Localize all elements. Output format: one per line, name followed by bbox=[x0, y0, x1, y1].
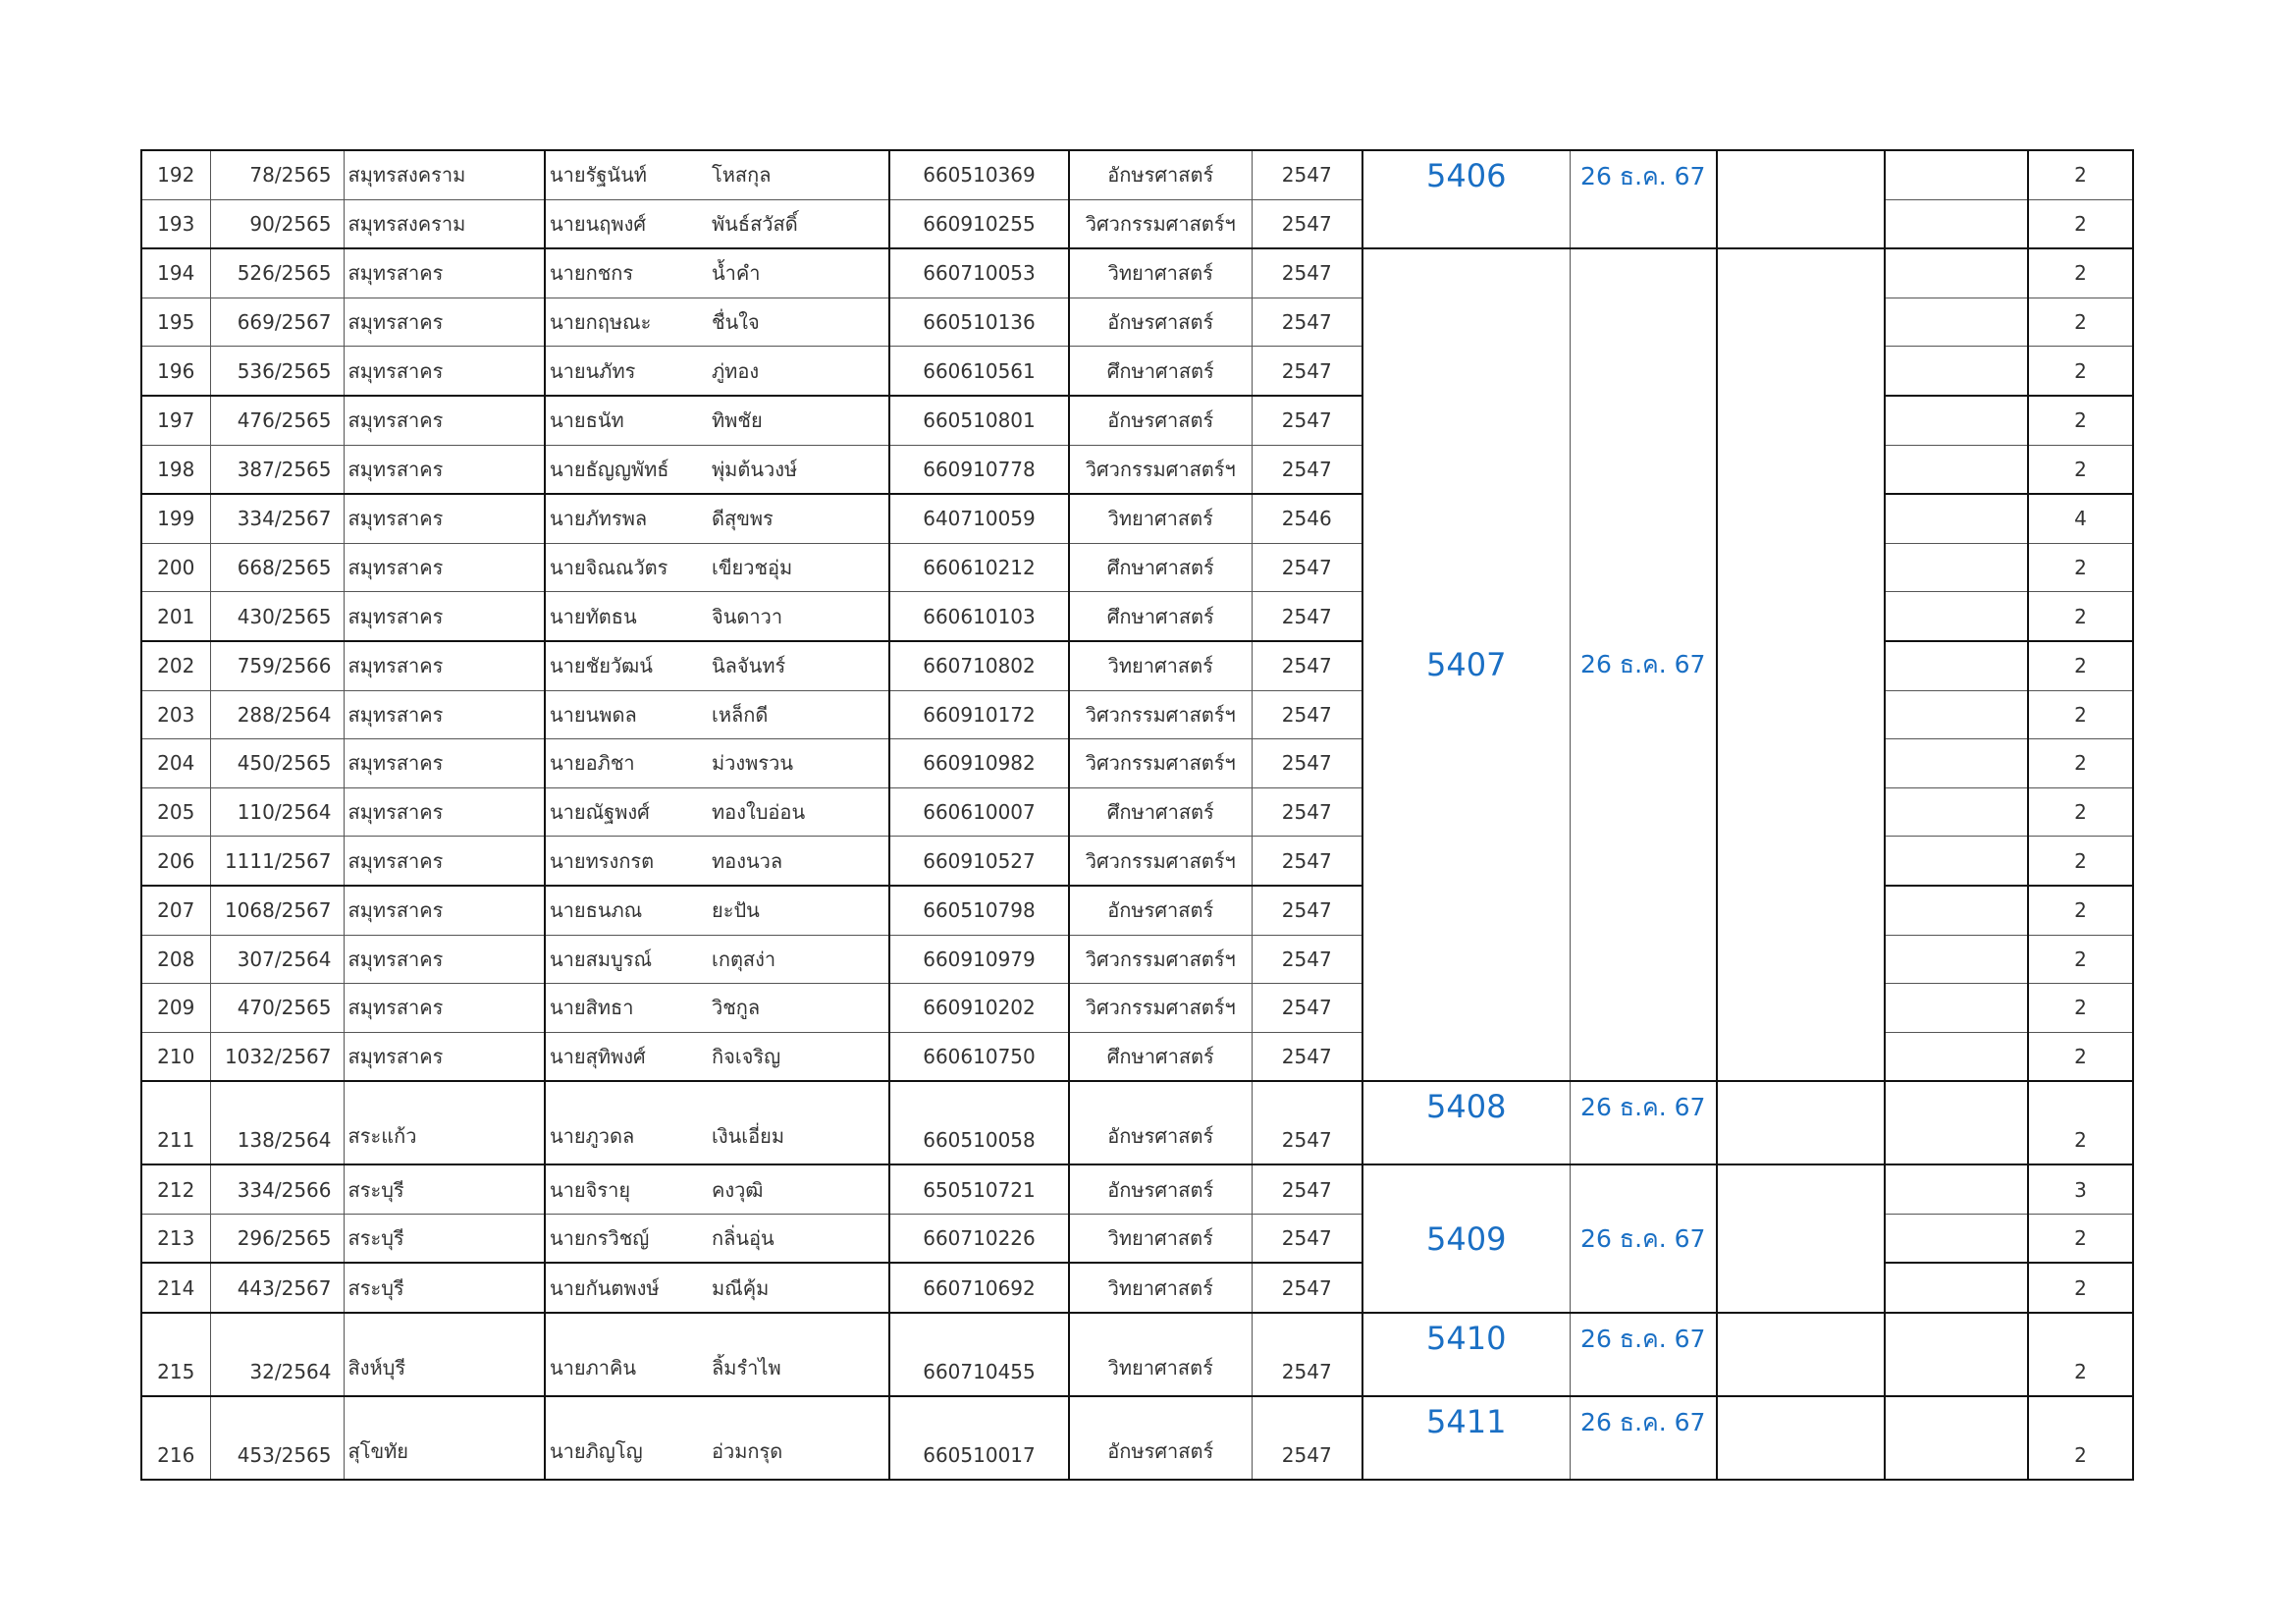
faculty-cell: ศึกษาศาสตร์ bbox=[1069, 347, 1252, 396]
date-cell: 26 ธ.ค. 67 bbox=[1570, 150, 1717, 248]
faculty-cell: วิทยาศาสตร์ bbox=[1069, 1263, 1252, 1313]
count-cell: 2 bbox=[2028, 641, 2133, 690]
birth-year-cell: 2547 bbox=[1252, 1313, 1362, 1396]
student-id-cell: 660910982 bbox=[889, 739, 1069, 788]
case-number-cell: 288/2564 bbox=[210, 690, 344, 739]
first-name-cell: นายกฤษณะ bbox=[545, 298, 708, 347]
empty-cell bbox=[1885, 199, 2028, 248]
faculty-cell: วิทยาศาสตร์ bbox=[1069, 1313, 1252, 1396]
date-cell: 26 ธ.ค. 67 bbox=[1570, 248, 1717, 1081]
last-name-cell: กลิ่นอุ่น bbox=[708, 1214, 889, 1263]
birth-year-cell: 2547 bbox=[1252, 837, 1362, 886]
province-cell: สมุทรสาคร bbox=[344, 935, 545, 984]
table-row bbox=[141, 1313, 2133, 1396]
seq-cell: 216 bbox=[141, 1396, 210, 1480]
empty-cell bbox=[1885, 494, 2028, 543]
last-name-cell: พุ่มต้นวงษ์ bbox=[708, 445, 889, 494]
case-number-cell: 536/2565 bbox=[210, 347, 344, 396]
student-id-cell: 660510058 bbox=[889, 1081, 1069, 1164]
case-number-cell: 526/2565 bbox=[210, 248, 344, 298]
last-name-cell: น้ำคำ bbox=[708, 248, 889, 298]
student-id-cell: 660510369 bbox=[889, 150, 1069, 199]
last-name-cell: เงินเอี่ยม bbox=[708, 1081, 889, 1164]
blank-cell bbox=[1717, 1313, 1885, 1396]
empty-cell bbox=[1885, 641, 2028, 690]
student-id-cell: 660710053 bbox=[889, 248, 1069, 298]
faculty-cell: วิศวกรรมศาสตร์ฯ bbox=[1069, 837, 1252, 886]
province-cell: สมุทรสาคร bbox=[344, 347, 545, 396]
count-cell: 3 bbox=[2028, 1164, 2133, 1214]
case-number-cell: 138/2564 bbox=[210, 1081, 344, 1164]
birth-year-cell: 2547 bbox=[1252, 347, 1362, 396]
seq-cell: 215 bbox=[141, 1313, 210, 1396]
last-name-cell: ลิ้มรำไพ bbox=[708, 1313, 889, 1396]
table-row bbox=[141, 150, 2133, 199]
first-name-cell: นายนฤพงศ์ bbox=[545, 199, 708, 248]
birth-year-cell: 2547 bbox=[1252, 641, 1362, 690]
birth-year-cell: 2546 bbox=[1252, 494, 1362, 543]
first-name-cell: นายสมบูรณ์ bbox=[545, 935, 708, 984]
province-cell: สมุทรสาคร bbox=[344, 298, 545, 347]
empty-cell bbox=[1885, 690, 2028, 739]
birth-year-cell: 2547 bbox=[1252, 298, 1362, 347]
count-cell: 2 bbox=[2028, 150, 2133, 199]
last-name-cell: มณีคุ้ม bbox=[708, 1263, 889, 1313]
count-cell: 2 bbox=[2028, 739, 2133, 788]
first-name-cell: นายภาคิน bbox=[545, 1313, 708, 1396]
last-name-cell: ทองนวล bbox=[708, 837, 889, 886]
count-cell: 2 bbox=[2028, 347, 2133, 396]
seq-cell: 212 bbox=[141, 1164, 210, 1214]
empty-cell bbox=[1885, 837, 2028, 886]
roster-table bbox=[140, 149, 2134, 1481]
date-cell: 26 ธ.ค. 67 bbox=[1570, 1164, 1717, 1313]
first-name-cell: นายกรวิชญ์ bbox=[545, 1214, 708, 1263]
student-id-cell: 650510721 bbox=[889, 1164, 1069, 1214]
last-name-cell: กิจเจริญ bbox=[708, 1032, 889, 1081]
last-name-cell: ม่วงพรวน bbox=[708, 739, 889, 788]
case-number-cell: 307/2564 bbox=[210, 935, 344, 984]
empty-cell bbox=[1885, 1081, 2028, 1164]
book-number-cell: 5406 bbox=[1362, 150, 1570, 248]
faculty-cell: วิศวกรรมศาสตร์ฯ bbox=[1069, 935, 1252, 984]
table-body bbox=[141, 150, 2133, 1480]
faculty-cell: ศึกษาศาสตร์ bbox=[1069, 543, 1252, 592]
birth-year-cell: 2547 bbox=[1252, 886, 1362, 935]
birth-year-cell: 2547 bbox=[1252, 150, 1362, 199]
count-cell: 2 bbox=[2028, 248, 2133, 298]
book-number-cell: 5410 bbox=[1362, 1313, 1570, 1396]
student-id-cell: 660910172 bbox=[889, 690, 1069, 739]
seq-cell: 196 bbox=[141, 347, 210, 396]
blank-cell bbox=[1717, 1164, 1885, 1313]
seq-cell: 197 bbox=[141, 396, 210, 445]
empty-cell bbox=[1885, 248, 2028, 298]
seq-cell: 204 bbox=[141, 739, 210, 788]
student-id-cell: 660910255 bbox=[889, 199, 1069, 248]
count-cell: 2 bbox=[2028, 592, 2133, 641]
first-name-cell: นายกันตพงษ์ bbox=[545, 1263, 708, 1313]
student-id-cell: 660910202 bbox=[889, 984, 1069, 1033]
last-name-cell: ชื่นใจ bbox=[708, 298, 889, 347]
province-cell: สิงห์บุรี bbox=[344, 1313, 545, 1396]
student-id-cell: 660610212 bbox=[889, 543, 1069, 592]
case-number-cell: 450/2565 bbox=[210, 739, 344, 788]
count-cell: 2 bbox=[2028, 199, 2133, 248]
empty-cell bbox=[1885, 1313, 2028, 1396]
count-cell: 2 bbox=[2028, 787, 2133, 837]
birth-year-cell: 2547 bbox=[1252, 543, 1362, 592]
count-cell: 2 bbox=[2028, 1214, 2133, 1263]
case-number-cell: 430/2565 bbox=[210, 592, 344, 641]
faculty-cell: วิทยาศาสตร์ bbox=[1069, 494, 1252, 543]
province-cell: สมุทรสาคร bbox=[344, 1032, 545, 1081]
book-number-cell: 5407 bbox=[1362, 248, 1570, 1081]
count-cell: 2 bbox=[2028, 886, 2133, 935]
empty-cell bbox=[1885, 592, 2028, 641]
count-cell: 2 bbox=[2028, 935, 2133, 984]
birth-year-cell: 2547 bbox=[1252, 984, 1362, 1033]
empty-cell bbox=[1885, 1214, 2028, 1263]
case-number-cell: 453/2565 bbox=[210, 1396, 344, 1480]
first-name-cell: นายรัฐนันท์ bbox=[545, 150, 708, 199]
last-name-cell: ทิพชัย bbox=[708, 396, 889, 445]
empty-cell bbox=[1885, 787, 2028, 837]
faculty-cell: อักษรศาสตร์ bbox=[1069, 396, 1252, 445]
student-id-cell: 660610007 bbox=[889, 787, 1069, 837]
count-cell: 2 bbox=[2028, 1313, 2133, 1396]
first-name-cell: นายอภิชา bbox=[545, 739, 708, 788]
seq-cell: 209 bbox=[141, 984, 210, 1033]
case-number-cell: 668/2565 bbox=[210, 543, 344, 592]
case-number-cell: 1111/2567 bbox=[210, 837, 344, 886]
birth-year-cell: 2547 bbox=[1252, 1396, 1362, 1480]
seq-cell: 194 bbox=[141, 248, 210, 298]
table-row bbox=[141, 1164, 2133, 1214]
birth-year-cell: 2547 bbox=[1252, 739, 1362, 788]
count-cell: 2 bbox=[2028, 445, 2133, 494]
last-name-cell: อ่วมกรุด bbox=[708, 1396, 889, 1480]
first-name-cell: นายภิญโญ bbox=[545, 1396, 708, 1480]
book-number-cell: 5411 bbox=[1362, 1396, 1570, 1480]
case-number-cell: 334/2566 bbox=[210, 1164, 344, 1214]
last-name-cell: นิลจันทร์ bbox=[708, 641, 889, 690]
province-cell: สมุทรสงคราม bbox=[344, 199, 545, 248]
faculty-cell: อักษรศาสตร์ bbox=[1069, 1164, 1252, 1214]
first-name-cell: นายสิทธา bbox=[545, 984, 708, 1033]
student-id-cell: 660710802 bbox=[889, 641, 1069, 690]
birth-year-cell: 2547 bbox=[1252, 1164, 1362, 1214]
last-name-cell: พันธ์สวัสดิ์ bbox=[708, 199, 889, 248]
seq-cell: 202 bbox=[141, 641, 210, 690]
blank-cell bbox=[1717, 1396, 1885, 1480]
faculty-cell: ศึกษาศาสตร์ bbox=[1069, 592, 1252, 641]
case-number-cell: 387/2565 bbox=[210, 445, 344, 494]
student-id-cell: 660510798 bbox=[889, 886, 1069, 935]
student-id-cell: 660710226 bbox=[889, 1214, 1069, 1263]
date-cell: 26 ธ.ค. 67 bbox=[1570, 1396, 1717, 1480]
student-id-cell: 660910527 bbox=[889, 837, 1069, 886]
table-row bbox=[141, 248, 2133, 298]
first-name-cell: นายทรงกรต bbox=[545, 837, 708, 886]
faculty-cell: วิศวกรรมศาสตร์ฯ bbox=[1069, 984, 1252, 1033]
faculty-cell: วิทยาศาสตร์ bbox=[1069, 248, 1252, 298]
seq-cell: 213 bbox=[141, 1214, 210, 1263]
count-cell: 2 bbox=[2028, 984, 2133, 1033]
count-cell: 4 bbox=[2028, 494, 2133, 543]
birth-year-cell: 2547 bbox=[1252, 199, 1362, 248]
first-name-cell: นายณัฐพงศ์ bbox=[545, 787, 708, 837]
last-name-cell: ยะปัน bbox=[708, 886, 889, 935]
count-cell: 2 bbox=[2028, 298, 2133, 347]
empty-cell bbox=[1885, 1164, 2028, 1214]
empty-cell bbox=[1885, 1032, 2028, 1081]
blank-cell bbox=[1717, 150, 1885, 248]
student-id-cell: 660610103 bbox=[889, 592, 1069, 641]
case-number-cell: 470/2565 bbox=[210, 984, 344, 1033]
last-name-cell: ทองใบอ่อน bbox=[708, 787, 889, 837]
province-cell: สระบุรี bbox=[344, 1164, 545, 1214]
seq-cell: 192 bbox=[141, 150, 210, 199]
last-name-cell: วิชกูล bbox=[708, 984, 889, 1033]
student-id-cell: 660610750 bbox=[889, 1032, 1069, 1081]
empty-cell bbox=[1885, 445, 2028, 494]
empty-cell bbox=[1885, 150, 2028, 199]
empty-cell bbox=[1885, 298, 2028, 347]
birth-year-cell: 2547 bbox=[1252, 935, 1362, 984]
empty-cell bbox=[1885, 935, 2028, 984]
count-cell: 2 bbox=[2028, 396, 2133, 445]
first-name-cell: นายกชกร bbox=[545, 248, 708, 298]
blank-cell bbox=[1717, 1081, 1885, 1164]
faculty-cell: อักษรศาสตร์ bbox=[1069, 1396, 1252, 1480]
first-name-cell: นายธนภณ bbox=[545, 886, 708, 935]
case-number-cell: 110/2564 bbox=[210, 787, 344, 837]
seq-cell: 205 bbox=[141, 787, 210, 837]
birth-year-cell: 2547 bbox=[1252, 592, 1362, 641]
first-name-cell: นายจิณณวัตร bbox=[545, 543, 708, 592]
seq-cell: 200 bbox=[141, 543, 210, 592]
empty-cell bbox=[1885, 396, 2028, 445]
first-name-cell: นายจิรายุ bbox=[545, 1164, 708, 1214]
province-cell: สมุทรสาคร bbox=[344, 739, 545, 788]
faculty-cell: ศึกษาศาสตร์ bbox=[1069, 787, 1252, 837]
faculty-cell: วิศวกรรมศาสตร์ฯ bbox=[1069, 690, 1252, 739]
last-name-cell: จินดาวา bbox=[708, 592, 889, 641]
province-cell: สระบุรี bbox=[344, 1263, 545, 1313]
birth-year-cell: 2547 bbox=[1252, 396, 1362, 445]
count-cell: 2 bbox=[2028, 1032, 2133, 1081]
province-cell: สมุทรสาคร bbox=[344, 592, 545, 641]
student-id-cell: 660710455 bbox=[889, 1313, 1069, 1396]
student-id-cell: 660510017 bbox=[889, 1396, 1069, 1480]
book-number-cell: 5408 bbox=[1362, 1081, 1570, 1164]
case-number-cell: 78/2565 bbox=[210, 150, 344, 199]
seq-cell: 198 bbox=[141, 445, 210, 494]
count-cell: 2 bbox=[2028, 1081, 2133, 1164]
seq-cell: 195 bbox=[141, 298, 210, 347]
province-cell: สมุทรสาคร bbox=[344, 787, 545, 837]
seq-cell: 203 bbox=[141, 690, 210, 739]
province-cell: สระบุรี bbox=[344, 1214, 545, 1263]
empty-cell bbox=[1885, 984, 2028, 1033]
first-name-cell: นายชัยวัฒน์ bbox=[545, 641, 708, 690]
empty-cell bbox=[1885, 1396, 2028, 1480]
first-name-cell: นายทัตธน bbox=[545, 592, 708, 641]
seq-cell: 199 bbox=[141, 494, 210, 543]
count-cell: 2 bbox=[2028, 543, 2133, 592]
seq-cell: 193 bbox=[141, 199, 210, 248]
province-cell: สุโขทัย bbox=[344, 1396, 545, 1480]
case-number-cell: 669/2567 bbox=[210, 298, 344, 347]
last-name-cell: โหสกุล bbox=[708, 150, 889, 199]
student-id-cell: 660910979 bbox=[889, 935, 1069, 984]
case-number-cell: 296/2565 bbox=[210, 1214, 344, 1263]
case-number-cell: 1068/2567 bbox=[210, 886, 344, 935]
empty-cell bbox=[1885, 739, 2028, 788]
faculty-cell: อักษรศาสตร์ bbox=[1069, 1081, 1252, 1164]
last-name-cell: เหล็กดี bbox=[708, 690, 889, 739]
empty-cell bbox=[1885, 347, 2028, 396]
last-name-cell: คงวุฒิ bbox=[708, 1164, 889, 1214]
province-cell: สมุทรสงคราม bbox=[344, 150, 545, 199]
case-number-cell: 759/2566 bbox=[210, 641, 344, 690]
empty-cell bbox=[1885, 886, 2028, 935]
province-cell: สระแก้ว bbox=[344, 1081, 545, 1164]
first-name-cell: นายภัทรพล bbox=[545, 494, 708, 543]
last-name-cell: ภู่ทอง bbox=[708, 347, 889, 396]
first-name-cell: นายธนัท bbox=[545, 396, 708, 445]
seq-cell: 206 bbox=[141, 837, 210, 886]
empty-cell bbox=[1885, 543, 2028, 592]
faculty-cell: วิทยาศาสตร์ bbox=[1069, 1214, 1252, 1263]
faculty-cell: อักษรศาสตร์ bbox=[1069, 886, 1252, 935]
seq-cell: 208 bbox=[141, 935, 210, 984]
province-cell: สมุทรสาคร bbox=[344, 984, 545, 1033]
birth-year-cell: 2547 bbox=[1252, 248, 1362, 298]
first-name-cell: นายสุทิพงศ์ bbox=[545, 1032, 708, 1081]
first-name-cell: นายนภัทร bbox=[545, 347, 708, 396]
faculty-cell: วิทยาศาสตร์ bbox=[1069, 641, 1252, 690]
birth-year-cell: 2547 bbox=[1252, 445, 1362, 494]
birth-year-cell: 2547 bbox=[1252, 690, 1362, 739]
student-id-cell: 660510136 bbox=[889, 298, 1069, 347]
province-cell: สมุทรสาคร bbox=[344, 494, 545, 543]
count-cell: 2 bbox=[2028, 1396, 2133, 1480]
table-row bbox=[141, 1396, 2133, 1480]
count-cell: 2 bbox=[2028, 837, 2133, 886]
province-cell: สมุทรสาคร bbox=[344, 445, 545, 494]
birth-year-cell: 2547 bbox=[1252, 1214, 1362, 1263]
student-id-cell: 640710059 bbox=[889, 494, 1069, 543]
birth-year-cell: 2547 bbox=[1252, 1263, 1362, 1313]
province-cell: สมุทรสาคร bbox=[344, 396, 545, 445]
faculty-cell: วิศวกรรมศาสตร์ฯ bbox=[1069, 199, 1252, 248]
province-cell: สมุทรสาคร bbox=[344, 886, 545, 935]
date-cell: 26 ธ.ค. 67 bbox=[1570, 1081, 1717, 1164]
province-cell: สมุทรสาคร bbox=[344, 690, 545, 739]
blank-cell bbox=[1717, 248, 1885, 1081]
empty-cell bbox=[1885, 1263, 2028, 1313]
birth-year-cell: 2547 bbox=[1252, 1032, 1362, 1081]
case-number-cell: 476/2565 bbox=[210, 396, 344, 445]
student-id-cell: 660510801 bbox=[889, 396, 1069, 445]
province-cell: สมุทรสาคร bbox=[344, 248, 545, 298]
province-cell: สมุทรสาคร bbox=[344, 543, 545, 592]
table-row bbox=[141, 1081, 2133, 1164]
seq-cell: 214 bbox=[141, 1263, 210, 1313]
last-name-cell: เกตุสง่า bbox=[708, 935, 889, 984]
last-name-cell: เขียวชอุ่ม bbox=[708, 543, 889, 592]
seq-cell: 201 bbox=[141, 592, 210, 641]
faculty-cell: วิศวกรรมศาสตร์ฯ bbox=[1069, 739, 1252, 788]
province-cell: สมุทรสาคร bbox=[344, 641, 545, 690]
faculty-cell: วิศวกรรมศาสตร์ฯ bbox=[1069, 445, 1252, 494]
first-name-cell: นายภูวดล bbox=[545, 1081, 708, 1164]
book-number-cell: 5409 bbox=[1362, 1164, 1570, 1313]
student-id-cell: 660710692 bbox=[889, 1263, 1069, 1313]
seq-cell: 211 bbox=[141, 1081, 210, 1164]
seq-cell: 207 bbox=[141, 886, 210, 935]
last-name-cell: ดีสุขพร bbox=[708, 494, 889, 543]
case-number-cell: 90/2565 bbox=[210, 199, 344, 248]
faculty-cell: อักษรศาสตร์ bbox=[1069, 150, 1252, 199]
case-number-cell: 1032/2567 bbox=[210, 1032, 344, 1081]
birth-year-cell: 2547 bbox=[1252, 787, 1362, 837]
case-number-cell: 32/2564 bbox=[210, 1313, 344, 1396]
student-id-cell: 660610561 bbox=[889, 347, 1069, 396]
date-cell: 26 ธ.ค. 67 bbox=[1570, 1313, 1717, 1396]
student-id-cell: 660910778 bbox=[889, 445, 1069, 494]
seq-cell: 210 bbox=[141, 1032, 210, 1081]
faculty-cell: อักษรศาสตร์ bbox=[1069, 298, 1252, 347]
province-cell: สมุทรสาคร bbox=[344, 837, 545, 886]
count-cell: 2 bbox=[2028, 1263, 2133, 1313]
count-cell: 2 bbox=[2028, 690, 2133, 739]
first-name-cell: นายธัญญพัทธ์ bbox=[545, 445, 708, 494]
birth-year-cell: 2547 bbox=[1252, 1081, 1362, 1164]
faculty-cell: ศึกษาศาสตร์ bbox=[1069, 1032, 1252, 1081]
case-number-cell: 443/2567 bbox=[210, 1263, 344, 1313]
first-name-cell: นายนพดล bbox=[545, 690, 708, 739]
case-number-cell: 334/2567 bbox=[210, 494, 344, 543]
